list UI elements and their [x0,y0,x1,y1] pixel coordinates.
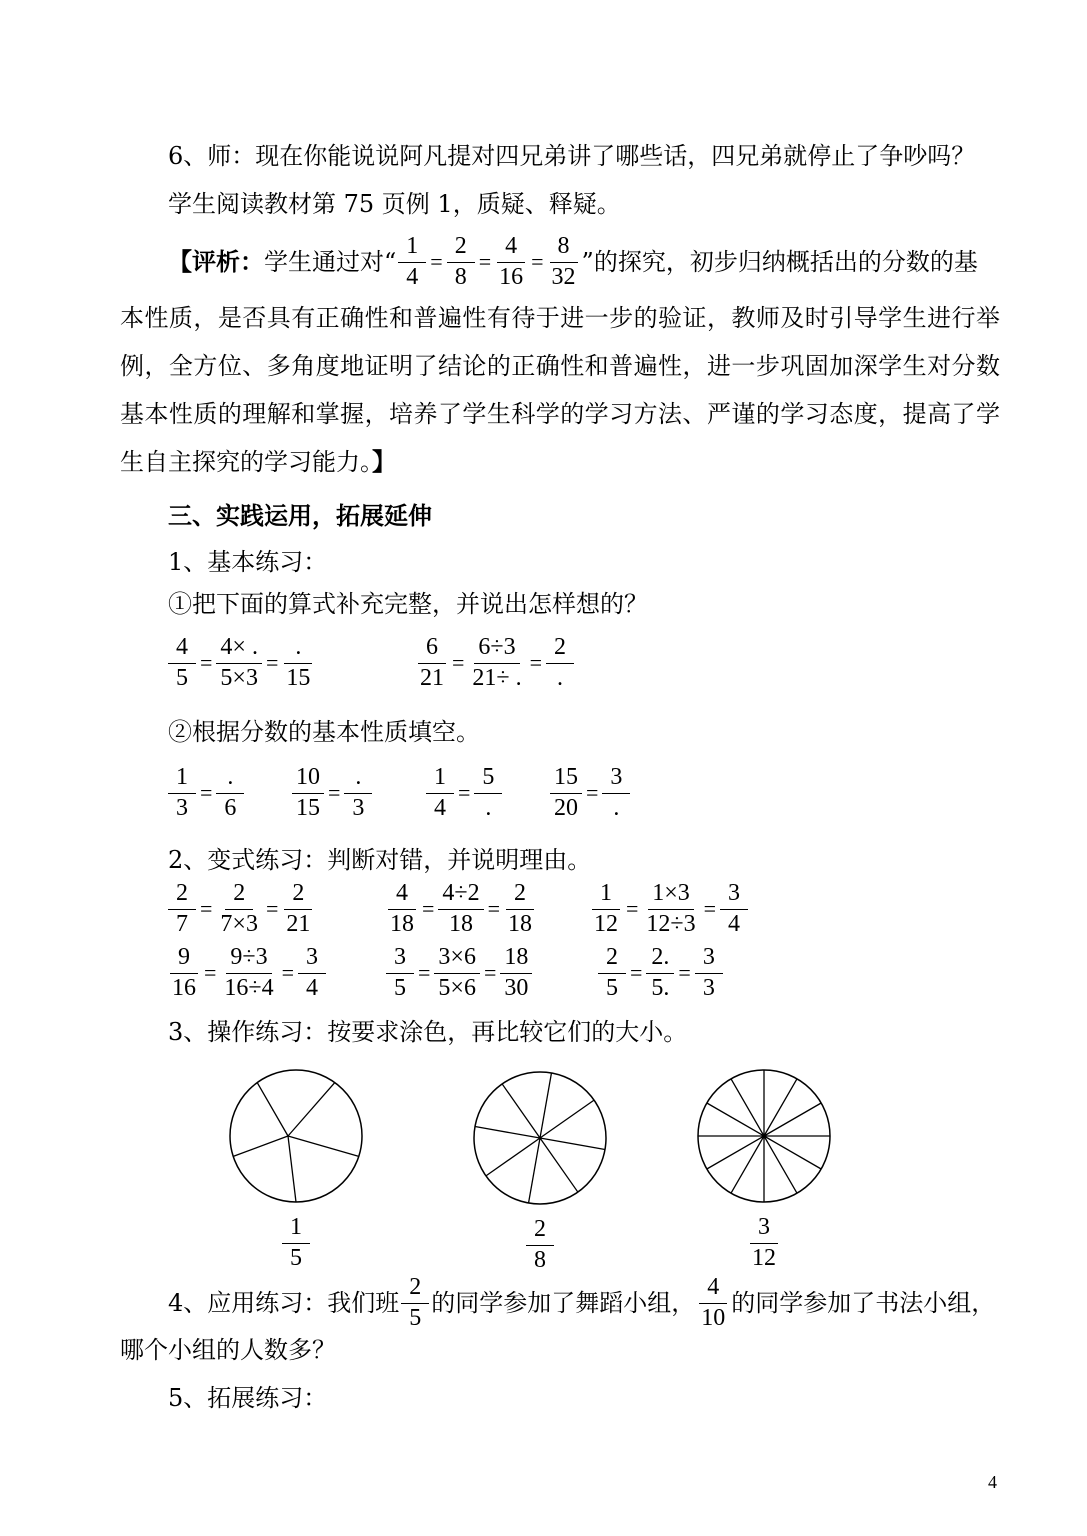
comment-fraction-chain [396,233,581,291]
sector-line [486,1138,540,1176]
fraction [168,634,196,692]
numerator: 8 [550,233,578,263]
denominator: 32 [551,263,576,290]
circle-diagram [216,1056,376,1272]
equals-sign: = [630,960,643,986]
equation [414,634,576,692]
sector-line [764,1136,821,1169]
denominator: 30 [504,974,529,1001]
sector-line [764,1079,797,1136]
equals-sign: = [430,249,443,274]
fraction [344,764,372,822]
exercise-4-text-a: 4、应用练习：我们班 [168,1289,400,1317]
numerator: 3 [695,944,723,974]
denominator: 21 [286,910,311,937]
equals-sign: = [487,896,501,922]
equals-sign: = [458,780,471,806]
fraction [426,764,454,822]
numerator: 2 [506,880,534,910]
equation [166,634,316,692]
fraction [602,764,630,822]
circle-svg [684,1056,844,1216]
denominator: 5×6 [438,974,476,1001]
equals-sign: = [281,960,295,986]
denominator: 15 [286,664,311,691]
equals-sign: = [626,896,639,922]
equation [166,764,246,822]
fraction [216,880,262,938]
equation [290,764,374,822]
circle-outline [230,1070,362,1202]
denominator: 20 [554,794,578,821]
numerator: . [284,634,312,664]
fraction [642,880,699,938]
numerator: . [344,764,372,794]
denominator: 4 [306,974,319,1001]
fraction [292,764,324,822]
fraction [168,764,196,822]
numerator: 10 [292,764,324,794]
exercise-4-fraction-2: $\frac{4}{10}$ [701,1273,726,1331]
circle-fraction [748,1214,780,1272]
fraction [416,634,448,692]
numerator: 1 [426,764,454,794]
sector-line [731,1079,764,1136]
exercise-1b-title: ②根据分数的基本性质填空。 [168,718,480,746]
comment-rest: 本性质，是否具有正确性和普遍性有待于进一步的验证，教师及时引导学生进行举例，全方位、多角度地证明了结论的正确性和普遍性，进一步巩固加深学生对分数基本性质的理解和掌握，培养了学生科学的学习方法、严谨的学习态度，提高了学生自主探究的学习能力。 [120,304,1000,476]
sector-line [540,1100,594,1138]
numerator: 3 [720,880,748,910]
exercise-4-line [168,1272,995,1334]
fraction [695,944,723,1002]
denominator: 18 [508,910,533,937]
fraction [168,880,196,938]
denominator: 5 [290,1244,302,1271]
text-line-1: 6、师：现在你能说说阿凡提对四兄弟讲了哪些话，四兄弟就停止了争吵吗？ [168,142,976,170]
equation [424,764,504,822]
fraction [216,764,244,822]
numerator: 4 [388,880,416,910]
sector-line [233,1136,288,1156]
numerator: 1 [592,880,620,910]
numerator: 1 [282,1214,310,1244]
denominator: 16 [172,974,196,1001]
denominator: . [613,794,620,821]
exercise-4-question: 哪个小组的人数多？ [120,1336,336,1364]
denominator: 5 [394,974,406,1001]
sector-line [288,1136,359,1156]
numerator: 18 [500,944,532,974]
denominator: 12 [594,910,618,937]
equals-sign: = [422,896,435,922]
denominator: 8 [534,1246,546,1273]
section-heading-3: 三、实践运用，拓展延伸 [168,501,432,530]
numerator: 2 [546,634,574,664]
numerator: 2 [284,880,312,910]
equals-sign: = [200,780,213,806]
denominator: 7 [176,910,188,937]
equals-sign: = [204,960,217,986]
fraction [646,944,674,1002]
equation [596,944,725,1002]
numerator: 1 [168,764,196,794]
numerator: 9÷3 [226,944,271,974]
exercise-4-fraction-1: $\frac{2}{5}$ [401,1274,429,1332]
circle-svg [216,1056,376,1216]
circle-fraction [526,1216,554,1274]
denominator: 3 [702,974,715,1001]
equation [588,880,750,938]
circle-label [216,1214,376,1272]
fraction [468,634,525,692]
sector-line [707,1136,764,1169]
numerator: 3 [750,1214,778,1244]
fraction [386,880,418,938]
equals-sign: = [265,650,279,676]
equals-sign: = [418,960,431,986]
numerator: 2. [646,944,674,974]
equals-sign: = [678,960,691,986]
numerator: 15 [550,764,582,794]
sector-line [288,1136,296,1202]
fraction [550,764,582,822]
denominator: 4 [406,263,419,290]
exercise-4-text-c: 的同学参加了书法小组， [731,1289,996,1317]
circle-label [684,1214,844,1272]
numerator: 6 [418,634,446,664]
fraction [598,944,626,1002]
circle-fraction [282,1214,310,1272]
fraction [298,944,326,1002]
sector-line [731,1136,764,1193]
numerator: 4 [168,634,196,664]
fraction [504,880,536,938]
comment-fraction [495,233,527,291]
page-number: 4 [988,1472,997,1492]
denominator: 15 [296,794,320,821]
equals-sign: = [265,896,279,922]
comment-post: ”的探究，初步归纳概括出的分数的基 [581,248,978,276]
fraction [474,764,502,822]
sector-line [502,1084,540,1138]
denominator: 12÷3 [646,910,696,937]
numerator: 5 [474,764,502,794]
numerator: . [216,764,244,794]
numerator: 2 [447,233,475,263]
exercise-5-title: 5、拓展练习： [168,1384,328,1412]
equals-sign: = [452,650,465,676]
comment-open: 【评析： [168,247,264,276]
exercise-1a-title: ①把下面的算式补充完整，并说出怎样想的？ [168,590,648,618]
denominator: 5×3 [220,664,258,691]
circle-diagram [460,1058,620,1274]
numerator: 2 [598,944,626,974]
denominator: 3 [352,794,365,821]
sector-line [764,1136,797,1193]
numerator: 2 [225,880,253,910]
sector-line [257,1083,288,1136]
denominator: 3 [176,794,188,821]
fraction [720,880,748,938]
comment-body [120,294,1000,486]
denominator: 6 [224,794,237,821]
exercise-2-title: 2、变式练习：判断对错，并说明理由。 [168,846,592,874]
equation [166,944,328,1002]
equation [548,764,632,822]
numerator: 4 [497,233,525,263]
numerator: 4× . [216,634,262,664]
equation [166,880,316,938]
equation [384,880,538,938]
exercise-1-title: 1、基本练习： [168,548,328,576]
numerator: 3 [298,944,326,974]
numerator: 3 [386,944,414,974]
equals-sign: = [529,650,543,676]
fraction [282,880,314,938]
fraction [590,880,622,938]
numerator: 4÷2 [438,880,483,910]
circle-diagram [684,1056,844,1272]
numerator: 2 [526,1216,554,1246]
sector-line [540,1138,578,1192]
numerator: 1 [398,233,426,263]
denominator: 16 [499,263,524,290]
exercise-4-text-b: 的同学参加了舞蹈小组， [431,1289,696,1317]
fraction [386,944,414,1002]
equals-sign: = [478,249,492,274]
comment-first-line [168,234,978,290]
circle-svg [460,1058,620,1218]
denominator: . [485,794,492,821]
comment-fraction [548,233,580,291]
sector-line [529,1138,540,1203]
denominator: 5 [176,664,188,691]
fraction [434,944,480,1002]
denominator: 16÷4 [224,974,274,1001]
fraction [546,634,574,692]
sector-line [475,1127,540,1138]
numerator: 1×3 [648,880,694,910]
comment-fraction [447,233,475,291]
comment-pre: 学生通过对“ [264,248,397,276]
sector-line [288,1083,335,1136]
equals-sign: = [586,780,599,806]
sector-line [707,1103,764,1136]
denominator: 18 [390,910,414,937]
equals-sign: = [200,896,213,922]
circle-label [460,1216,620,1274]
denominator: 21÷ . [472,664,522,691]
fraction [220,944,277,1002]
denominator: 18 [449,910,473,937]
numerator: 3×6 [434,944,480,974]
equals-sign: = [200,650,213,676]
equals-sign: = [328,780,341,806]
numerator: 6÷3 [474,634,519,664]
denominator: 8 [454,263,467,290]
denominator: 5. [651,974,670,1001]
denominator: 21 [420,664,444,691]
equals-sign: = [703,896,717,922]
sector-line [540,1073,551,1138]
numerator: 9 [170,944,198,974]
text-line-2: 学生阅读教材第 75 页例 1，质疑、释疑。 [168,190,621,218]
sector-line [764,1103,821,1136]
equals-sign: = [531,249,544,274]
comment-fraction [398,233,426,291]
fraction [500,944,532,1002]
denominator: 4 [434,794,446,821]
denominator: . [557,664,564,691]
fraction [438,880,483,938]
sector-line [540,1138,605,1149]
numerator: 3 [602,764,630,794]
fraction [168,944,200,1002]
exercise-3-title: 3、操作练习：按要求涂色，再比较它们的大小。 [168,1018,688,1046]
fraction [216,634,262,692]
denominator: 5 [606,974,618,1001]
denominator: 12 [752,1244,776,1271]
fraction [282,634,314,692]
denominator: 4 [728,910,741,937]
comment-close: 】 [372,447,396,476]
numerator: 2 [168,880,196,910]
denominator: 7×3 [220,910,258,937]
equation [384,944,534,1002]
equals-sign: = [483,960,497,986]
